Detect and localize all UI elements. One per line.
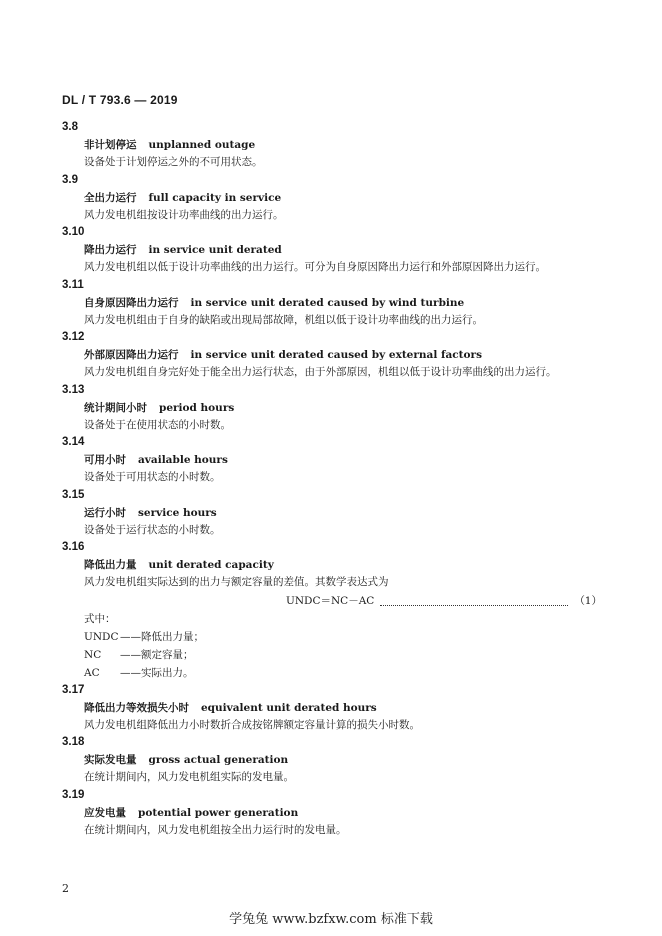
term-number: 3.18 [62, 736, 85, 748]
term-entry [62, 487, 602, 540]
term-number: 3.14 [62, 436, 85, 448]
term-number: 3.15 [62, 488, 85, 501]
terms-list-b [62, 682, 602, 840]
term-number: 3.12 [62, 331, 85, 343]
term-number: 3.13 [62, 383, 85, 396]
where-label: 式中： [84, 612, 116, 625]
term-number: 3.11 [62, 278, 84, 291]
page-number: 2 [62, 882, 69, 895]
term-title-zh: 外部原因降出力运行 [84, 349, 179, 361]
term-entry [62, 539, 602, 592]
term-title-en: period hours [159, 401, 235, 414]
term-definition: 设备处于在使用状态的小时数。 [84, 418, 231, 431]
term-title-zh: 应发电量 [84, 806, 126, 819]
term-definition: 风力发电机组自身完好处于能全出力运行状态，由于外部原因，机组以低于设计功率曲线的出力运行。 [84, 366, 557, 378]
term-title [62, 504, 602, 522]
term-title-zh: 非计划停运 [84, 139, 137, 151]
term-entry [62, 224, 602, 277]
term-definition: 风力发电机组按设计功率曲线的出力运行。 [84, 208, 284, 221]
formula-number: （1） [574, 595, 602, 607]
term-title-zh: 全出力运行 [84, 191, 137, 204]
term-entry [62, 787, 602, 840]
term-number: 3.17 [62, 683, 85, 696]
term-definition: 在统计期间内，风力发电机组实际的发电量。 [84, 771, 294, 783]
term-number: 3.16 [62, 541, 85, 553]
term-title [62, 294, 602, 312]
where-symbol: NC [84, 648, 102, 661]
where-symbol: UNDC [84, 630, 119, 643]
term-definition: 风力发电机组由于自身的缺陷或出现局部故障，机组以低于设计功率曲线的出力运行。 [84, 313, 483, 326]
term-number: 3.10 [62, 226, 85, 238]
term-entry [62, 734, 602, 787]
term-title [62, 699, 602, 717]
term-entry [62, 329, 602, 382]
term-number: 3.9 [62, 173, 78, 186]
term-title-zh: 实际发电量 [84, 754, 137, 766]
term-title-en: full capacity in service [148, 191, 282, 204]
where-item [84, 664, 602, 682]
term-definition: 风力发电机组以低于设计功率曲线的出力运行。可分为自身原因降出力运行和外部原因降出力运行。 [84, 261, 546, 273]
term-title-zh: 降低出力等效损失小时 [84, 701, 189, 714]
term-number: 3.8 [62, 121, 78, 133]
term-title-zh: 降低出力量 [84, 559, 137, 571]
document-code: DL / T 793.6 — 2019 [62, 93, 178, 107]
term-definition: 设备处于可用状态的小时数。 [84, 471, 221, 483]
term-title-en: in service unit derated caused by wind turbine [190, 296, 465, 309]
term-title-zh: 统计期间小时 [84, 401, 147, 414]
formula-leader-dots [380, 596, 568, 606]
term-title-zh: 可用小时 [84, 454, 126, 466]
term-definition: 设备处于计划停运之外的不可用状态。 [84, 156, 263, 168]
term-definition: 在统计期间内，风力发电机组按全出力运行时的发电量。 [84, 823, 347, 836]
term-title-en: potential power generation [138, 806, 299, 819]
term-title [62, 399, 602, 417]
term-entry [62, 119, 602, 172]
watermark-footer: 学兔兔 www.bzfxw.com 标准下载 [229, 912, 433, 927]
term-title-en: unit derated capacity [148, 559, 274, 571]
term-title [62, 346, 602, 364]
term-title [62, 189, 602, 207]
formula-expression: UNDC＝NC－AC [286, 595, 375, 607]
term-title-en: gross actual generation [148, 754, 289, 766]
term-title-zh: 降出力运行 [84, 244, 137, 256]
term-title [62, 556, 602, 574]
terms-list-a [62, 119, 602, 592]
where-description: ——降低出力量； [120, 630, 204, 643]
term-entry [62, 277, 602, 330]
term-title [62, 751, 602, 769]
formula [62, 592, 602, 610]
term-title-zh: 运行小时 [84, 506, 126, 519]
term-title-en: in service unit derated caused by external factors [190, 349, 482, 361]
term-definition: 风力发电机组降低出力小时数折合成按铭牌额定容量计算的损失小时数。 [84, 718, 420, 731]
term-number: 3.19 [62, 788, 85, 801]
term-entry [62, 682, 602, 735]
term-title-en: in service unit derated [148, 244, 282, 256]
where-item [84, 646, 602, 664]
term-title-en: available hours [138, 454, 228, 466]
term-entry [62, 172, 602, 225]
terms-content [62, 119, 602, 839]
where-description: ——实际出力。 [120, 666, 194, 679]
where-symbol: AC [84, 666, 100, 679]
term-title-en: service hours [138, 506, 217, 519]
where-block [62, 610, 602, 682]
term-title [62, 136, 602, 154]
term-title-en: equivalent unit derated hours [201, 701, 377, 714]
term-title-zh: 自身原因降出力运行 [84, 296, 179, 309]
term-title-en: unplanned outage [148, 139, 256, 151]
term-title [62, 804, 602, 822]
term-title [62, 451, 602, 469]
where-description: ——额定容量； [120, 648, 194, 661]
term-title [62, 241, 602, 259]
term-definition: 风力发电机组实际达到的出力与额定容量的差值。其数学表达式为 [84, 576, 389, 588]
term-definition: 设备处于运行状态的小时数。 [84, 523, 221, 536]
where-item [84, 628, 602, 646]
term-entry [62, 434, 602, 487]
term-entry [62, 382, 602, 435]
